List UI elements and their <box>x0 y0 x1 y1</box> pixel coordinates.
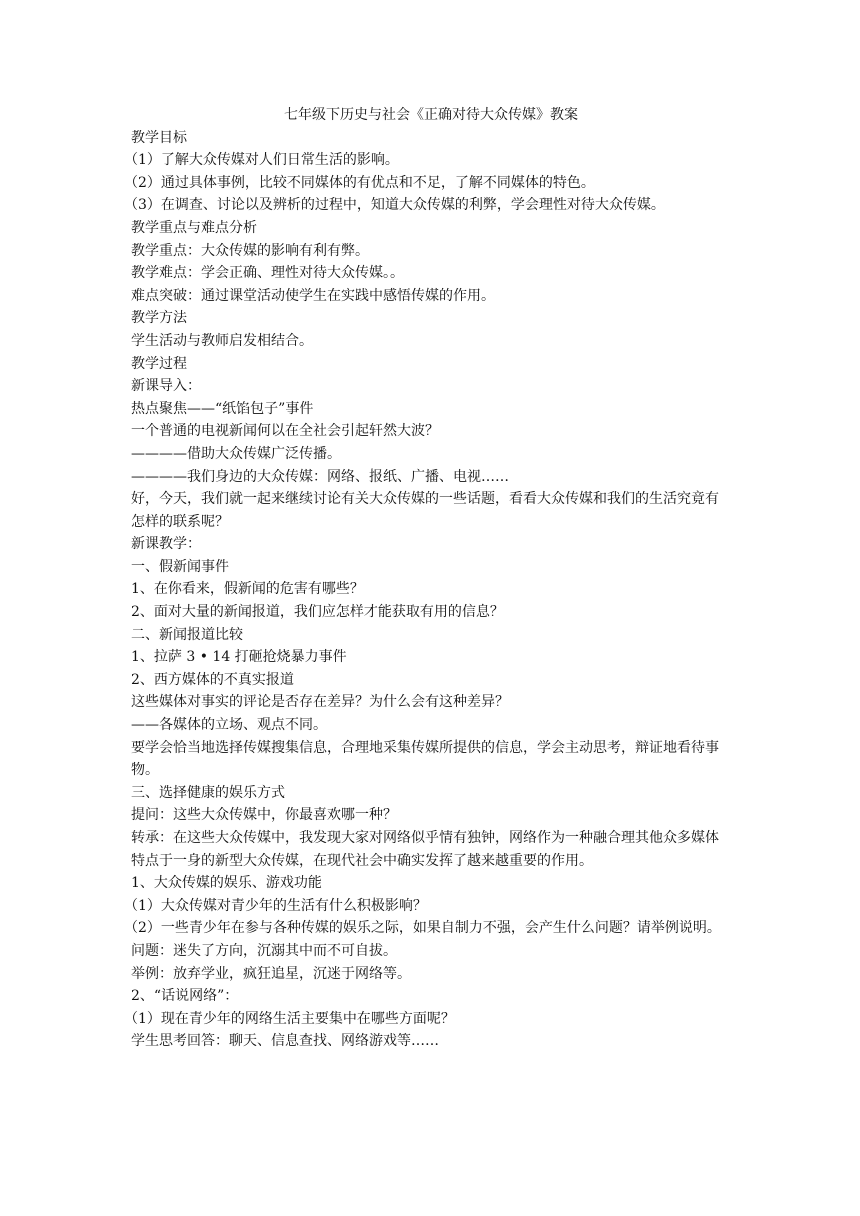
paragraph: 教学重点与难点分析 <box>131 219 257 236</box>
paragraph: 一个普通的电视新闻何以在全社会引起轩然大波？ <box>131 423 439 440</box>
paragraph: （2）一些青少年在参与各种传媒的娱乐之际，如果自制力不强，会产生什么问题？请举例说明。 <box>124 920 721 937</box>
paragraph: 一、假新闻事件 <box>131 558 229 575</box>
paragraph: 转承：在这些大众传媒中，我发现大家对网络似乎情有独钟，网络作为一种融合理其他众多媒体特点于一身的新型大众传媒，在现代社会中确实发挥了越来越重要的作用。 <box>131 830 719 869</box>
paragraph: 教学目标 <box>131 129 187 146</box>
paragraph: ——各媒体的立场、观点不同。 <box>131 717 327 734</box>
paragraph: （1）现在青少年的网络生活主要集中在哪些方面呢？ <box>124 1010 455 1027</box>
paragraph: 2、面对大量的新闻报道，我们应怎样才能获取有用的信息？ <box>131 604 504 621</box>
paragraph: （2）通过具体事例，比较不同媒体的有优点和不足，了解不同媒体的特色。 <box>124 174 595 191</box>
paragraph: 新课教学： <box>131 536 201 553</box>
paragraph: 学生活动与教师启发相结合。 <box>131 332 313 349</box>
paragraph: 1、拉萨 3 • 14 打砸抢烧暴力事件 <box>131 649 347 666</box>
paragraph: （1）了解大众传媒对人们日常生活的影响。 <box>124 152 399 169</box>
paragraph: ————我们身边的大众传媒：网络、报纸、广播、电视…… <box>131 468 509 485</box>
paragraph: 教学难点：学会正确、理性对待大众传媒。。 <box>131 265 404 282</box>
paragraph: 教学方法 <box>131 310 187 327</box>
paragraph: 2、“话说网络”： <box>131 988 239 1005</box>
paragraph: 问题：迷失了方向，沉溺其中而不可自拔。 <box>131 942 397 959</box>
paragraph: 新课导入： <box>131 378 201 395</box>
paragraph: 教学过程 <box>131 355 187 372</box>
paragraph: （3）在调查、讨论以及辨析的过程中，知道大众传媒的利弊，学会理性对待大众传媒。 <box>124 197 665 214</box>
paragraph: 教学重点：大众传媒的影响有利有弊。 <box>131 242 369 259</box>
paragraph: 三、选择健康的娱乐方式 <box>131 784 285 801</box>
paragraph: ————借助大众传媒广泛传播。 <box>131 445 341 462</box>
paragraph: 二、新闻报道比较 <box>131 626 243 643</box>
paragraph: 2、西方媒体的不真实报道 <box>131 671 294 688</box>
document-title: 七年级下历史与社会《正确对待大众传媒》教案 <box>284 107 578 123</box>
paragraph: 举例：放弃学业，疯狂追星，沉迷于网络等。 <box>131 965 411 982</box>
paragraph: 学生思考回答：聊天、信息查找、网络游戏等…… <box>131 1033 439 1050</box>
paragraph: （1）大众传媒对青少年的生活有什么积极影响？ <box>124 897 427 914</box>
document-body <box>124 104 731 1053</box>
paragraph: 好，今天，我们就一起来继续讨论有关大众传媒的一些话题，看看大众传媒和我们的生活究竟有怎样的联系呢？ <box>131 491 719 530</box>
paragraph: 提问：这些大众传媒中，你最喜欢哪一种？ <box>131 807 397 824</box>
paragraph: 要学会恰当地选择传媒搜集信息，合理地采集传媒所提供的信息，学会主动思考，辩证地看待事物。 <box>131 739 719 779</box>
paragraph: 难点突破：通过课堂活动使学生在实践中感悟传媒的作用。 <box>131 287 495 304</box>
paragraph: 1、大众传媒的娱乐、游戏功能 <box>131 875 322 892</box>
paragraph: 1、在你看来，假新闻的危害有哪些？ <box>131 581 364 598</box>
paragraph: 这些媒体对事实的评论是否存在差异？为什么会有这种差异？ <box>131 694 509 711</box>
paragraph: 热点聚焦——“纸馅包子”事件 <box>131 400 314 417</box>
